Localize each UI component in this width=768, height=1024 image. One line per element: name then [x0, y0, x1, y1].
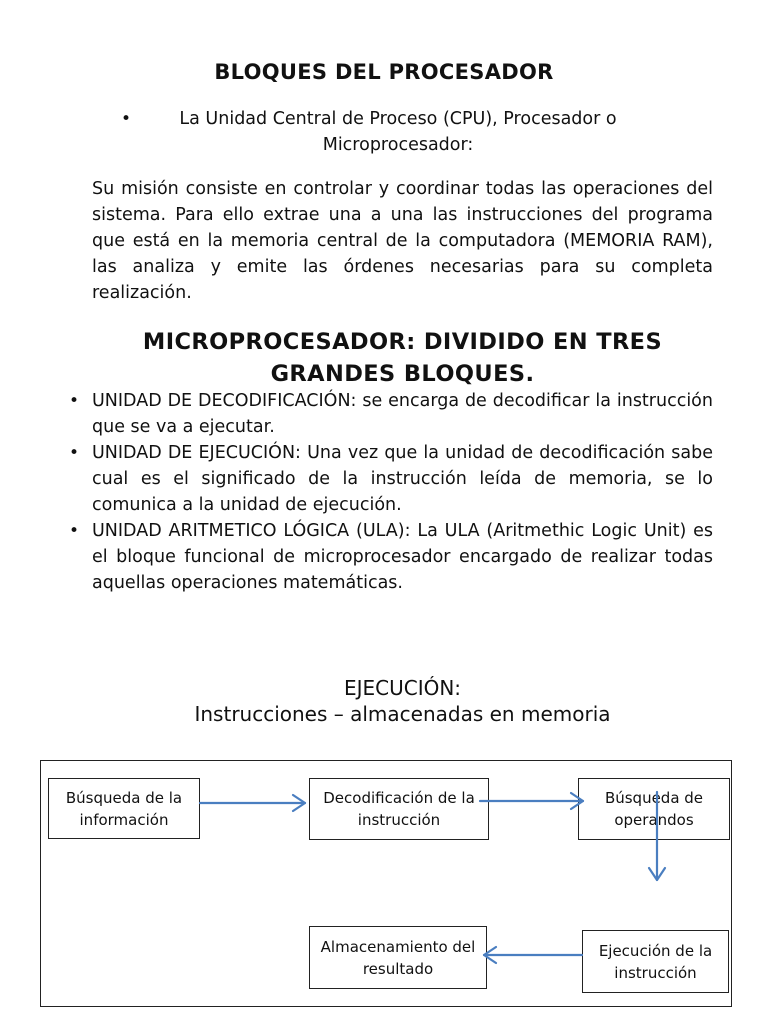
diagram-title	[0, 675, 768, 727]
section-subtitle: MICROPROCESADOR: DIVIDIDO EN TRES GRANDES BLOQUES.	[142, 329, 663, 387]
intro-text: La Unidad Central de Proceso (CPU), Procesador o Microprocesador:	[179, 109, 617, 155]
node-busqueda-informacion: Búsqueda de la información	[48, 778, 200, 839]
mission-paragraph: Su misión consiste en controlar y coordinar todas las operaciones del sistema. Para ello extrae una a una las instrucciones del programa que está en la memoria central de la computadora (MEMORIA RAM), las analiza y emite las órdenes necesarias para su completa realización.	[92, 179, 713, 303]
bullet-icon: •	[69, 521, 80, 541]
list-item-decodificacion	[69, 388, 713, 440]
list-item-text: UNIDAD DE EJECUCIÓN: Una vez que la unidad de decodificación sabe cual es el significado de la instrucción leída de memoria, se lo comunica a la unidad de ejecución.	[92, 443, 713, 515]
list-item-ejecucion	[69, 440, 713, 518]
intro-bullet-item	[118, 106, 678, 158]
list-item-text: UNIDAD ARITMETICO LÓGICA (ULA): La ULA (Aritmethic Logic Unit) es el bloque funcional de microprocesador encargado de realizar todas aquellas operaciones matemáticas.	[92, 521, 713, 593]
bullet-icon: •	[121, 109, 132, 129]
node-ejecucion: Ejecución de la instrucción	[582, 930, 729, 993]
node-almacenamiento: Almacenamiento del resultado	[309, 926, 487, 989]
node-busqueda-operandos: Búsqueda de operandos	[578, 778, 730, 840]
list-item-text: UNIDAD DE DECODIFICACIÓN: se encarga de decodificar la instrucción que se va a ejecutar.	[92, 391, 713, 437]
bullet-icon: •	[69, 391, 80, 411]
list-item-ula	[69, 518, 713, 596]
node-decodificacion: Decodificación de la instrucción	[309, 778, 489, 840]
diagram-title-line2: Instrucciones – almacenadas en memoria	[194, 702, 611, 726]
page-title: BLOQUES DEL PROCESADOR	[214, 60, 554, 84]
blocks-list	[69, 388, 713, 596]
diagram-title-line1: EJECUCIÓN:	[343, 676, 462, 700]
bullet-icon: •	[69, 443, 80, 463]
